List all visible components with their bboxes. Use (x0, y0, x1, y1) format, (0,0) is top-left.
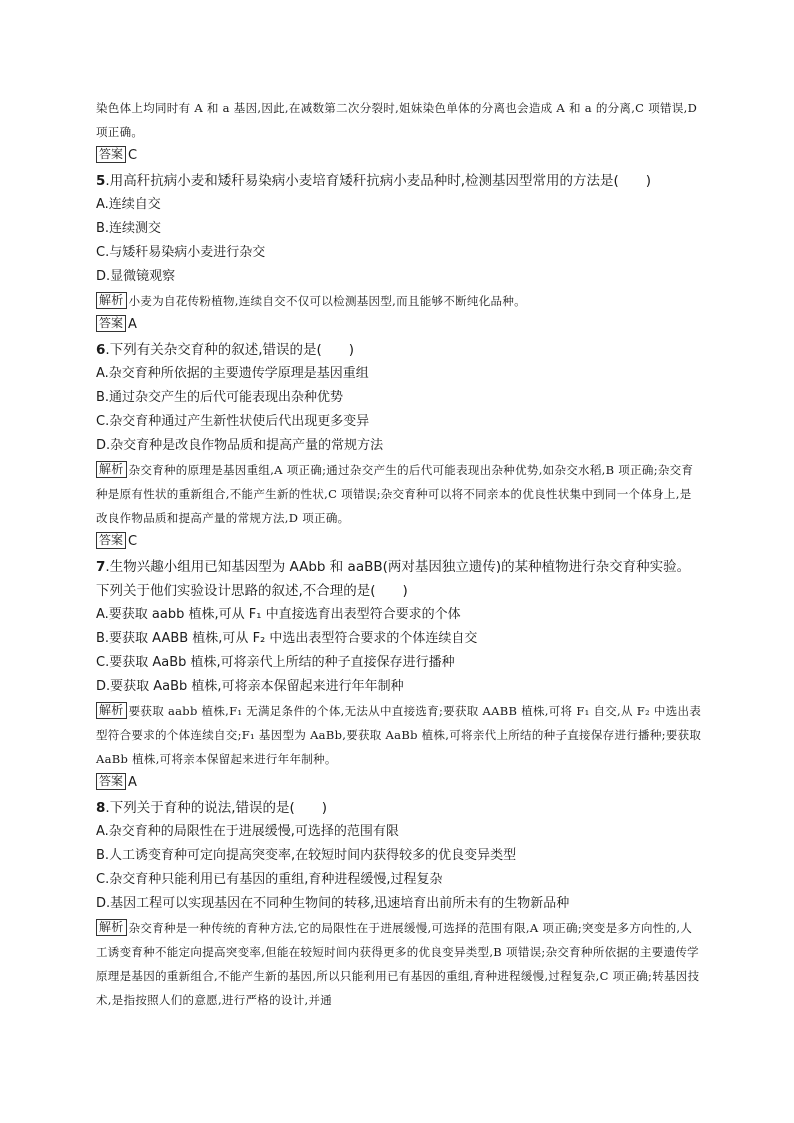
question-stem (96, 555, 702, 603)
question-text: .下列关于育种的说法,错误的是( ) (105, 800, 328, 816)
answer-option: D.杂交育种是改良作物品质和提高产量的常规方法 (96, 438, 384, 453)
question-text: .用高秆抗病小麦和矮秆易染病小麦培育矮秆抗病小麦品种时,检测基因型常用的方法是( ) (105, 173, 652, 189)
question-stem (96, 338, 702, 362)
question-stem (96, 169, 702, 193)
answer-label: 答案 (96, 532, 126, 549)
answer-value: C (128, 148, 138, 163)
answer-value: C (128, 534, 138, 549)
answer-value: A (128, 317, 137, 332)
question-text: .生物兴趣小组用已知基因型为 AAbb 和 aaBB(两对基因独立遗传)的某种植物进行杂交育种实验。下列关于他们实验设计思路的叙述,不合理的是( ) (96, 559, 691, 599)
explanation-block (96, 699, 702, 771)
document-page (96, 96, 702, 1012)
explanation-label: 解析 (96, 702, 127, 719)
explanation-block (96, 458, 702, 530)
answer-option: D.基因工程可以实现基因在不同种生物间的转移,迅速培育出前所未有的生物新品种 (96, 896, 570, 911)
answer-value: A (128, 775, 137, 790)
answer-option: C.杂交育种通过产生新性状使后代出现更多变异 (96, 414, 370, 429)
answer-line (96, 314, 702, 336)
answer-label: 答案 (96, 315, 126, 332)
answer-option: A.杂交育种的局限性在于进展缓慢,可选择的范围有限 (96, 824, 399, 839)
question-text: .下列有关杂交育种的叙述,错误的是( ) (105, 342, 355, 358)
answer-option: D.显微镜观察 (96, 269, 176, 284)
explanation-label: 解析 (96, 461, 127, 478)
question-number: 8 (96, 800, 106, 816)
answer-line (96, 531, 702, 553)
intro-explanation: 染色体上均同时有 A 和 a 基因,因此,在减数第二次分裂时,姐妹染色单体的分离也会造成 A 和 a 的分离,C 项错误,D 项正确。 (96, 101, 698, 139)
answer-line (96, 145, 702, 167)
answer-option: C.杂交育种只能利用已有基因的重组,育种进程缓慢,过程复杂 (96, 872, 443, 887)
answer-option: C.要获取 AaBb 植株,可将亲代上所结的种子直接保存进行播种 (96, 655, 455, 670)
answer-option: B.连续测交 (96, 221, 162, 236)
answer-option: A.要获取 aabb 植株,可从 F₁ 中直接选育出表型符合要求的个体 (96, 607, 461, 622)
answer-option: D.要获取 AaBb 植株,可将亲本保留起来进行年年制种 (96, 679, 404, 694)
answer-option: B.人工诱变育种可定向提高突变率,在较短时间内获得较多的优良变异类型 (96, 848, 517, 863)
explanation-text: 要获取 aabb 植株,F₁ 无满足条件的个体,无法从中直接选育;要获取 AABB 植株,可将 F₁ 自交,从 F₂ 中选出表型符合要求的个体连续自交;F₁ 基因型为 AaBb,要获取 AaBb 植株,可将亲代上所结的种子直接保存进行播种;要获取 AaBb 植株,可将亲本保留起来进行年年制种。 (96, 704, 702, 766)
explanation-label: 解析 (96, 292, 127, 309)
question-number: 6 (96, 342, 106, 358)
answer-option: C.与矮秆易染病小麦进行杂交 (96, 245, 266, 260)
question-list (96, 145, 702, 1012)
explanation-label: 解析 (96, 919, 127, 936)
explanation-block (96, 289, 702, 313)
answer-label: 答案 (96, 773, 126, 790)
explanation-text: 杂交育种的原理是基因重组,A 项正确;通过杂交产生的后代可能表现出杂种优势,如杂交水稻,B 项正确;杂交育种是原有性状的重新组合,不能产生新的性状,C 项错误;杂交育种可以将不同亲本的优良性状集中到同一个体身上,是改良作物品质和提高产量的常规方法,D 项正确。 (96, 463, 694, 525)
answer-option: B.通过杂交产生的后代可能表现出杂种优势 (96, 390, 344, 405)
explanation-text: 杂交育种是一种传统的育种方法,它的局限性在于进展缓慢,可选择的范围有限,A 项正确;突变是多方向性的,人工诱变育种不能定向提高突变率,但能在较短时间内获得更多的优良变异类型,B 项错误;杂交育种所依据的主要遗传学原理是基因的重新组合,不能产生新的基因,所以只能利用已有基因的重组,育种进程缓慢,过程复杂,C 项正确;转基因技术,是指按照人们的意愿,进行严格的设计,并通 (96, 921, 700, 1007)
question-number: 5 (96, 173, 106, 189)
answer-line (96, 772, 702, 794)
answer-option: B.要获取 AABB 植株,可从 F₂ 中选出表型符合要求的个体连续自交 (96, 631, 478, 646)
question-number: 7 (96, 559, 106, 575)
answer-option: A.连续自交 (96, 197, 161, 212)
question-stem (96, 796, 702, 820)
explanation-text: 小麦为自花传粉植物,连续自交不仅可以检测基因型,而且能够不断纯化品种。 (128, 294, 526, 308)
answer-label: 答案 (96, 146, 126, 163)
answer-option: A.杂交育种所依据的主要遗传学原理是基因重组 (96, 366, 369, 381)
explanation-block (96, 916, 702, 1012)
